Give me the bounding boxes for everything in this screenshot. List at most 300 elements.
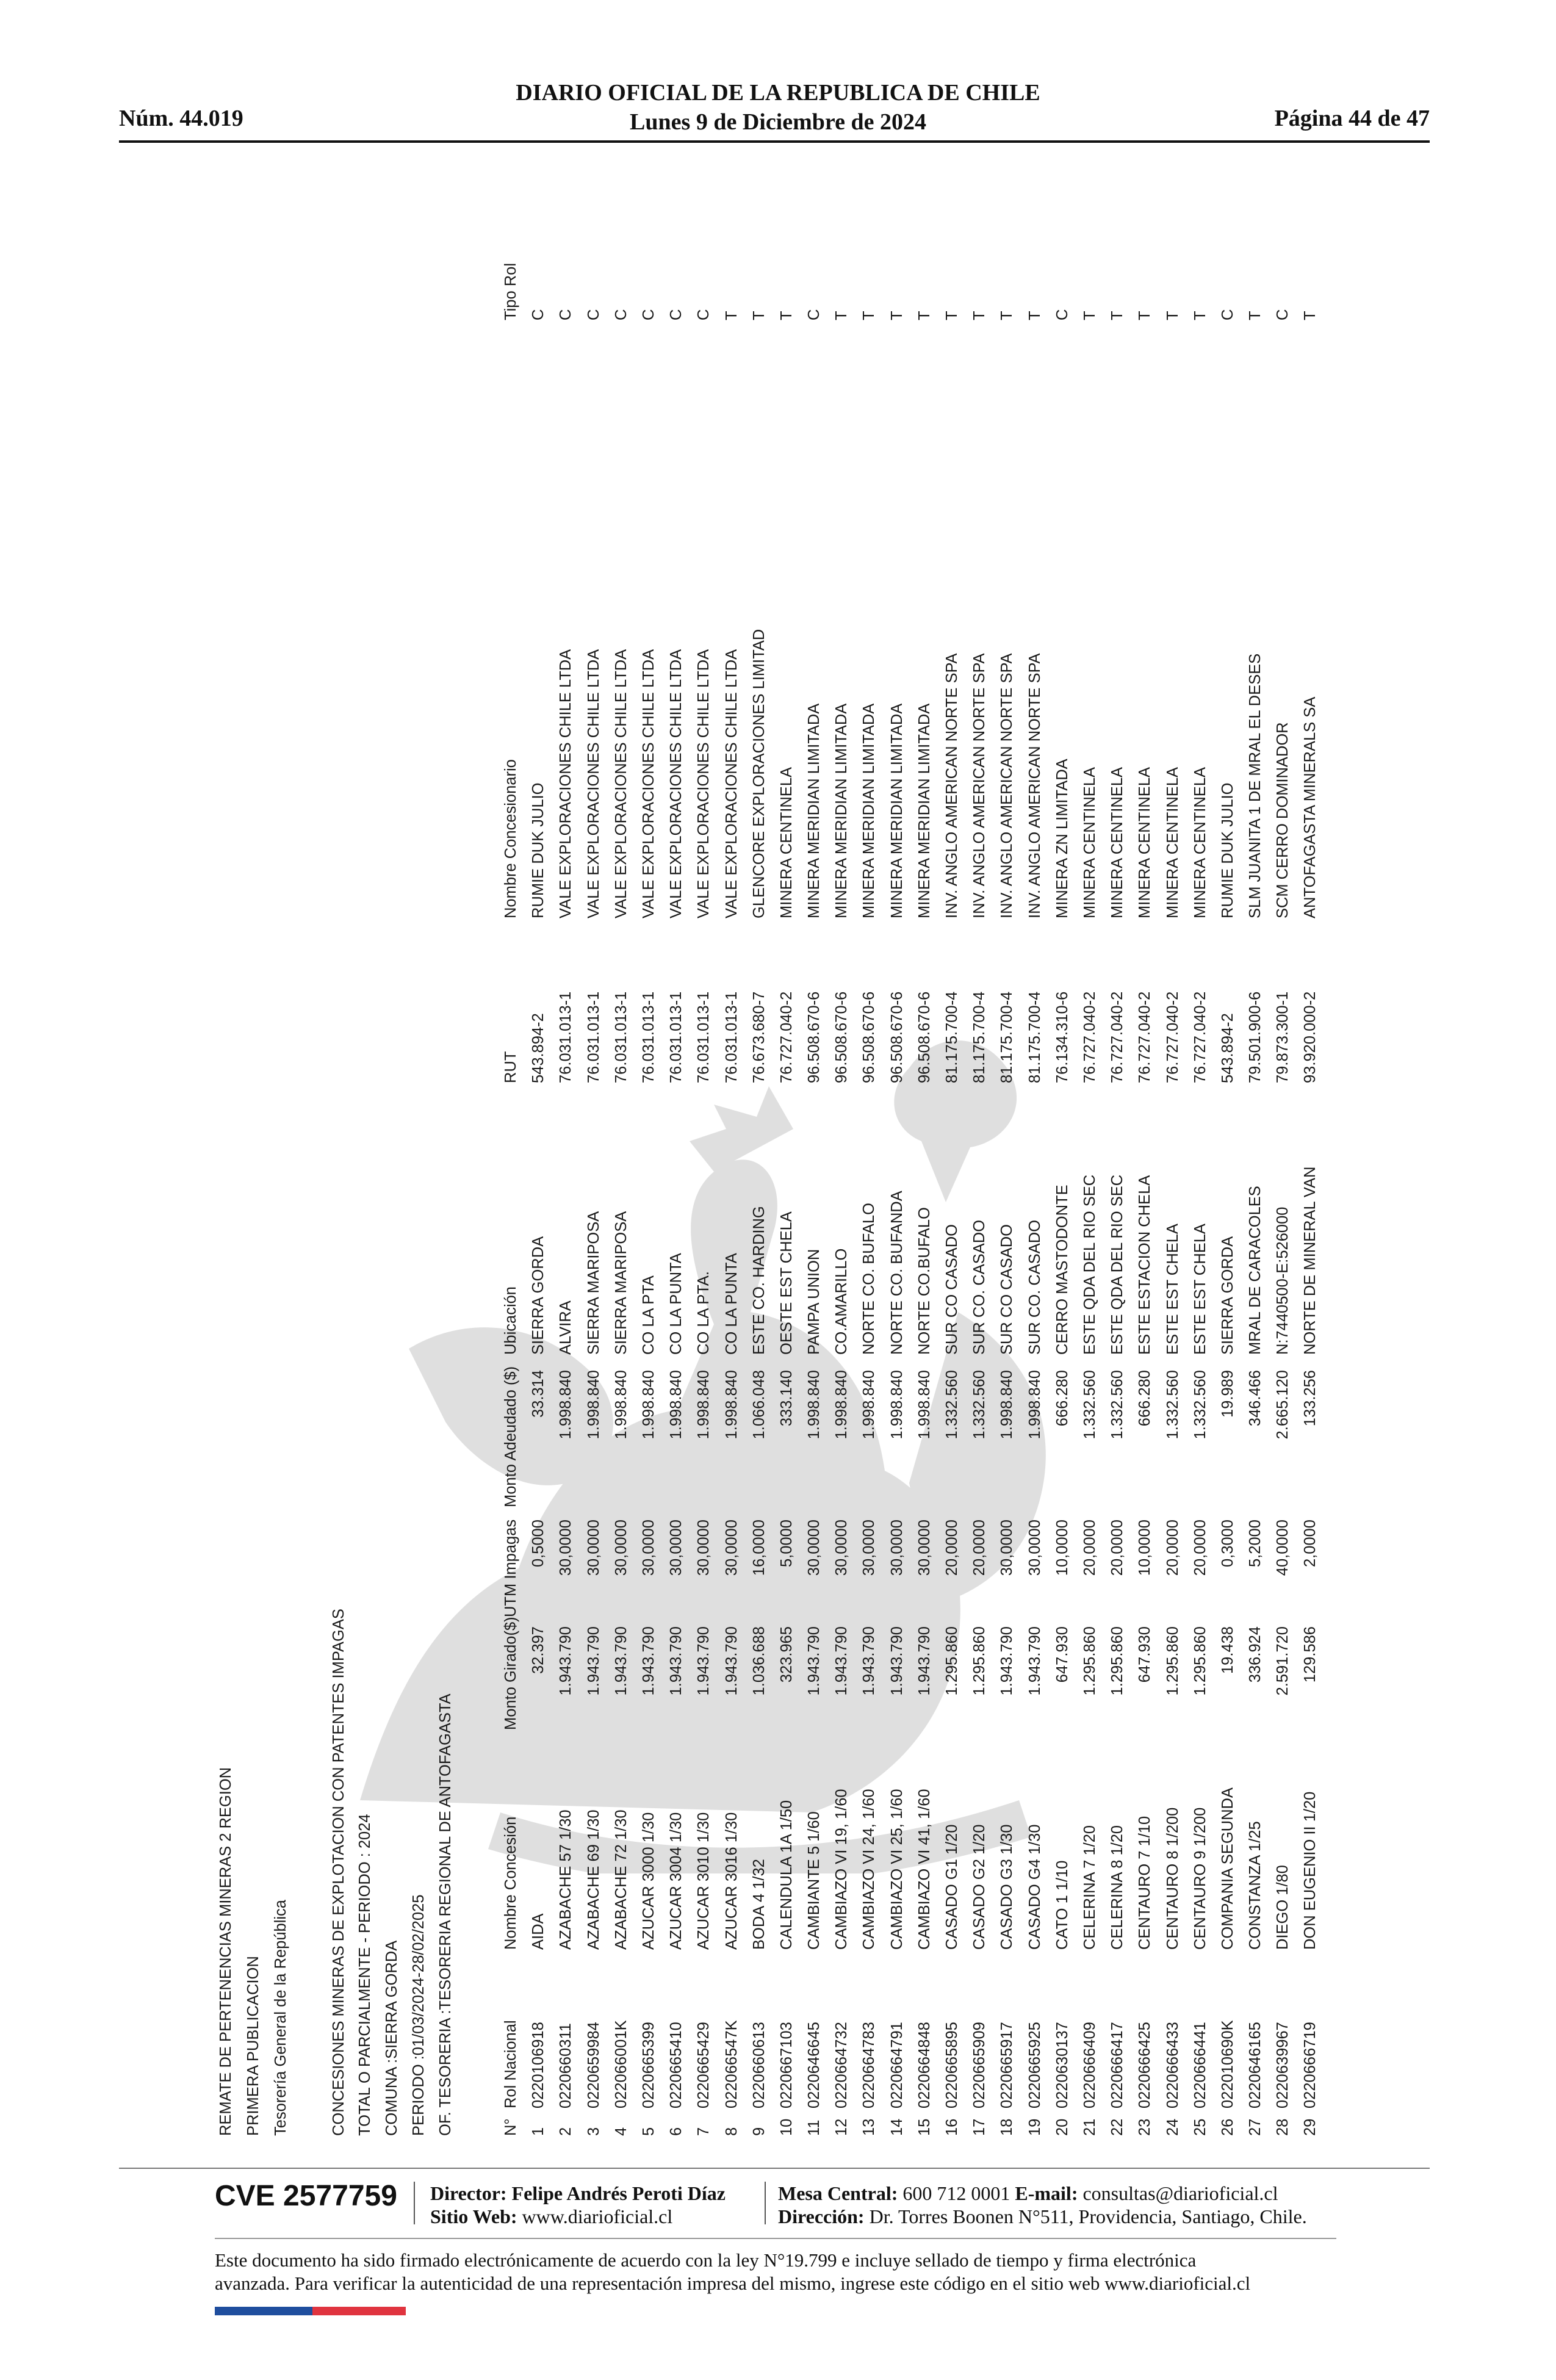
cell-nombre-concesionario: SLM JUANITA 1 DE MRAL EL DESES — [1247, 653, 1264, 918]
document-issuer: Tesorería General de la República — [272, 1900, 289, 2136]
cell-number: 18 — [998, 2118, 1016, 2136]
cell-rut: 96.508.670-6 — [833, 991, 851, 1083]
cve-code: CVE 2577759 — [215, 2180, 397, 2212]
cell-monto-adeudado: 1.998.840 — [833, 1370, 851, 1440]
cell-tipo-rol: T — [722, 311, 740, 320]
cell-number: 26 — [1219, 2118, 1236, 2136]
section-title: CONCESIONES MINERAS DE EXPLOTACION CON PATENTES IMPAGAS — [330, 1609, 347, 2136]
cell-number: 24 — [1164, 2118, 1181, 2136]
cell-ubicacion: CERRO MASTODONTE — [1053, 1185, 1071, 1355]
cell-tipo-rol: C — [1274, 309, 1292, 320]
cell-monto-adeudado: 2.665.120 — [1274, 1370, 1292, 1440]
cell-utm-impagas: 30,0000 — [612, 1520, 630, 1576]
cell-utm-impagas: 20,0000 — [1191, 1520, 1209, 1576]
table-row — [1269, 207, 1297, 2136]
cell-nombre-concesionario: ANTOFAGASTA MINERALS SA — [1302, 696, 1319, 918]
cell-ubicacion: SIERRA MARIPOSA — [585, 1211, 602, 1355]
table-row — [1104, 207, 1131, 2136]
cell-rol-nacional: 022066001K — [612, 2020, 630, 2108]
cell-number: 19 — [1026, 2118, 1043, 2136]
cell-number: 8 — [722, 2127, 740, 2136]
cell-ubicacion: NORTE CO. BUFALO — [860, 1203, 878, 1355]
cell-ubicacion: ESTE EST CHELA — [1191, 1224, 1209, 1355]
cell-rut: 81.175.700-4 — [971, 991, 989, 1083]
footer-contact-block — [778, 2182, 1307, 2228]
cell-tipo-rol: C — [668, 309, 685, 320]
cell-monto-girado: 1.295.860 — [1081, 1626, 1098, 1696]
cell-monto-girado: 1.943.790 — [915, 1626, 933, 1696]
cell-number: 10 — [777, 2118, 795, 2136]
cell-rol-nacional: 0220646165 — [1247, 2022, 1264, 2108]
cell-monto-girado: 1.943.790 — [860, 1626, 878, 1696]
cell-rut: 76.031.013-1 — [722, 991, 740, 1083]
header-monto-girado: Monto Girado($) — [502, 1617, 519, 1730]
publication-date: Lunes 9 de Diciembre de 2024 — [630, 109, 926, 135]
cell-utm-impagas: 16,0000 — [750, 1520, 768, 1576]
cell-monto-girado: 2.591.720 — [1274, 1626, 1292, 1696]
cell-nombre-concesion: CASADO G2 1/20 — [971, 1824, 989, 1950]
header-nombre-concesionario: Nombre Concesionario — [502, 759, 519, 918]
cell-ubicacion: N:7440500-E:526000 — [1274, 1206, 1292, 1355]
cell-utm-impagas: 30,0000 — [722, 1520, 740, 1576]
cell-utm-impagas: 0,3000 — [1219, 1520, 1236, 1567]
table-row — [884, 207, 911, 2136]
cell-rol-nacional: 0220660311 — [557, 2023, 575, 2108]
cell-monto-girado: 19.438 — [1219, 1626, 1236, 1674]
cell-rol-nacional: 0220665429 — [695, 2022, 713, 2108]
cell-monto-girado: 1.295.860 — [971, 1626, 989, 1696]
cell-nombre-concesion: AZABACHE 72 1/30 — [612, 1809, 630, 1950]
rotated-table-block — [217, 207, 1376, 2136]
cell-nombre-concesionario: MINERA CENTINELA — [1136, 767, 1154, 918]
cell-rol-nacional: 0220646645 — [805, 2022, 823, 2108]
cell-utm-impagas: 30,0000 — [585, 1520, 602, 1576]
cell-monto-adeudado: 333.140 — [777, 1370, 795, 1427]
cell-number: 27 — [1247, 2118, 1264, 2136]
cell-nombre-concesion: DIEGO 1/80 — [1274, 1865, 1292, 1950]
table-row — [938, 207, 966, 2136]
cell-monto-girado: 336.924 — [1247, 1626, 1264, 1683]
cell-tipo-rol: T — [888, 311, 906, 320]
period-total: TOTAL O PARCIALMENTE - PERIODO : 2024 — [356, 1814, 373, 2136]
cell-monto-adeudado: 666.280 — [1053, 1370, 1071, 1427]
publication-title: DIARIO OFICIAL DE LA REPUBLICA DE CHILE — [516, 80, 1040, 106]
cell-tipo-rol: C — [530, 309, 547, 320]
cell-nombre-concesion: CASADO G1 1/20 — [943, 1824, 960, 1950]
cell-number: 25 — [1191, 2118, 1209, 2136]
cell-nombre-concesionario: VALE EXPLORACIONES CHILE LTDA — [585, 649, 602, 918]
cell-monto-girado: 1.943.790 — [833, 1626, 851, 1696]
commune: COMUNA :SIERRA GORDA — [383, 1940, 400, 2136]
cell-monto-girado: 1.943.790 — [668, 1626, 685, 1696]
cell-ubicacion: SIERRA MARIPOSA — [612, 1211, 630, 1355]
header-ubicacion: Ubicación — [502, 1286, 519, 1355]
cell-nombre-concesion: CONSTANZA 1/25 — [1247, 1821, 1264, 1950]
table-row — [855, 207, 883, 2136]
header-nombre-concesion: Nombre Concesión — [502, 1816, 519, 1950]
cell-ubicacion: MRAL DE CARACOLES — [1247, 1186, 1264, 1355]
cell-rol-nacional: 0220665895 — [943, 2022, 960, 2108]
cell-utm-impagas: 30,0000 — [915, 1520, 933, 1576]
cell-utm-impagas: 20,0000 — [971, 1520, 989, 1576]
cell-utm-impagas: 30,0000 — [888, 1520, 906, 1576]
cell-rol-nacional: 0220664783 — [860, 2022, 878, 2108]
cell-rut: 543.894-2 — [1219, 1013, 1236, 1083]
cell-monto-girado: 1.943.790 — [888, 1626, 906, 1696]
cell-tipo-rol: C — [585, 309, 602, 320]
cell-utm-impagas: 30,0000 — [668, 1520, 685, 1576]
cell-rut: 76.031.013-1 — [557, 991, 575, 1083]
cell-rut: 96.508.670-6 — [860, 991, 878, 1083]
header-tipo-rol: Tipo Rol — [502, 262, 519, 320]
cell-ubicacion: NORTE CO.BUFALO — [915, 1207, 933, 1355]
cell-tipo-rol: T — [1302, 311, 1319, 320]
cell-tipo-rol: T — [971, 311, 989, 320]
cell-ubicacion: ESTE ESTACION CHELA — [1136, 1175, 1154, 1355]
cell-nombre-concesionario: INV. ANGLO AMERICAN NORTE SPA — [971, 653, 989, 918]
cell-utm-impagas: 30,0000 — [860, 1520, 878, 1576]
header-number: N° — [502, 2118, 519, 2136]
cell-rut: 76.134.310-6 — [1053, 991, 1071, 1083]
table-row — [1076, 207, 1104, 2136]
table-row — [1297, 207, 1324, 2136]
cell-rut: 76.727.040-2 — [1081, 991, 1098, 1083]
cell-monto-adeudado: 1.998.840 — [695, 1370, 713, 1440]
cell-rut: 76.031.013-1 — [585, 991, 602, 1083]
cell-monto-adeudado: 19.989 — [1219, 1370, 1236, 1418]
footer-separator — [765, 2182, 766, 2224]
cell-monto-girado: 1.036.688 — [750, 1626, 768, 1696]
cell-monto-adeudado: 1.332.560 — [1191, 1370, 1209, 1440]
cell-ubicacion: CO LA PTA — [639, 1275, 657, 1355]
table-row — [663, 207, 690, 2136]
cell-tipo-rol: T — [833, 311, 851, 320]
cell-nombre-concesionario: VALE EXPLORACIONES CHILE LTDA — [612, 649, 630, 918]
cell-utm-impagas: 2,0000 — [1302, 1520, 1319, 1567]
cell-utm-impagas: 10,0000 — [1053, 1520, 1071, 1576]
cell-monto-adeudado: 1.332.560 — [943, 1370, 960, 1440]
cell-nombre-concesion: CELERINA 7 1/20 — [1081, 1825, 1098, 1950]
cell-rut: 76.031.013-1 — [695, 991, 713, 1083]
cell-tipo-rol: T — [860, 311, 878, 320]
cell-tipo-rol: C — [695, 309, 713, 320]
header-divider — [119, 140, 1430, 143]
footer-separator — [414, 2182, 415, 2224]
cell-monto-adeudado: 1.998.840 — [915, 1370, 933, 1440]
issue-number: Núm. 44.019 — [119, 106, 243, 131]
table-row — [1131, 207, 1159, 2136]
director-name: Felipe Andrés Peroti Díaz — [511, 2182, 726, 2204]
cell-number: 2 — [557, 2127, 575, 2136]
cell-nombre-concesion: CAMBIAZO VI 25, 1/60 — [888, 1789, 906, 1950]
flag-stripe-blue — [215, 2307, 312, 2315]
footer-director-block — [430, 2182, 726, 2228]
cell-rut: 96.508.670-6 — [888, 991, 906, 1083]
header-rut: RUT — [502, 1051, 519, 1083]
cell-tipo-rol: T — [943, 311, 960, 320]
cell-number: 23 — [1136, 2118, 1154, 2136]
table-row — [993, 207, 1021, 2136]
cell-rut: 81.175.700-4 — [1026, 991, 1043, 1083]
phone-label: Mesa Central: — [778, 2182, 898, 2204]
cell-rut: 543.894-2 — [530, 1013, 547, 1083]
cell-ubicacion: SUR CO CASADO — [998, 1224, 1016, 1355]
cell-monto-adeudado: 1.998.840 — [860, 1370, 878, 1440]
cell-number: 3 — [585, 2127, 602, 2136]
cell-rut: 76.031.013-1 — [639, 991, 657, 1083]
cell-ubicacion: ESTE QDA DEL RIO SEC — [1081, 1174, 1098, 1355]
cell-ubicacion: SUR CO CASADO — [943, 1224, 960, 1355]
cell-utm-impagas: 30,0000 — [833, 1520, 851, 1576]
cell-monto-adeudado: 1.998.840 — [639, 1370, 657, 1440]
phone-value: 600 712 0001 — [902, 2182, 1010, 2204]
cell-nombre-concesion: CENTAURO 8 1/200 — [1164, 1807, 1181, 1950]
cell-nombre-concesionario: VALE EXPLORACIONES CHILE LTDA — [557, 649, 575, 918]
cell-number: 9 — [750, 2127, 768, 2136]
table-row — [635, 207, 663, 2136]
cell-monto-girado: 1.943.790 — [805, 1626, 823, 1696]
cell-nombre-concesion: AZABACHE 57 1/30 — [557, 1809, 575, 1950]
cell-number: 14 — [888, 2118, 906, 2136]
document-subtitle: PRIMERA PUBLICACION — [245, 1956, 262, 2136]
cell-number: 21 — [1081, 2118, 1098, 2136]
cell-nombre-concesion: CAMBIAZO VI 41, 1/60 — [915, 1789, 933, 1950]
cell-tipo-rol: C — [639, 309, 657, 320]
cell-monto-girado: 647.930 — [1053, 1626, 1071, 1683]
cell-utm-impagas: 20,0000 — [1081, 1520, 1098, 1576]
cell-nombre-concesion: COMPANIA SEGUNDA — [1219, 1787, 1236, 1950]
cell-monto-adeudado: 1.998.840 — [557, 1370, 575, 1440]
cell-monto-girado: 1.295.860 — [1164, 1626, 1181, 1696]
table-row — [525, 207, 552, 2136]
cell-rut: 96.508.670-6 — [805, 991, 823, 1083]
director-label: Director: — [430, 2182, 507, 2204]
cell-monto-girado: 1.943.790 — [585, 1626, 602, 1696]
cell-nombre-concesionario: RUMIE DUK JULIO — [530, 782, 547, 918]
cell-rol-nacional: 0220665925 — [1026, 2022, 1043, 2108]
cell-ubicacion: ESTE CO. HARDING — [750, 1206, 768, 1355]
table-row — [801, 207, 828, 2136]
cell-rol-nacional: 0220664791 — [888, 2022, 906, 2108]
cell-rut: 93.920.000-2 — [1302, 991, 1319, 1083]
cell-ubicacion: PAMPA UNION — [805, 1249, 823, 1355]
cell-monto-adeudado: 1.332.560 — [1109, 1370, 1126, 1440]
cell-monto-adeudado: 1.998.840 — [722, 1370, 740, 1440]
cell-nombre-concesionario: VALE EXPLORACIONES CHILE LTDA — [668, 649, 685, 918]
cell-rol-nacional: 0220665399 — [639, 2022, 657, 2108]
cell-nombre-concesionario: MINERA MERIDIAN LIMITADA — [860, 703, 878, 918]
footer-divider — [119, 2168, 1430, 2169]
cell-rol-nacional: 0220664732 — [833, 2022, 851, 2108]
cell-ubicacion: CO LA PUNTA — [722, 1253, 740, 1355]
period: PERIODO :01/03/2024-28/02/2025 — [410, 1894, 427, 2136]
cell-monto-adeudado: 1.332.560 — [1081, 1370, 1098, 1440]
cell-number: 7 — [695, 2127, 713, 2136]
cell-monto-girado: 1.943.790 — [557, 1626, 575, 1696]
cell-number: 20 — [1053, 2118, 1071, 2136]
cell-monto-girado: 1.943.790 — [1026, 1626, 1043, 1696]
table-header-row — [497, 207, 525, 2136]
cell-ubicacion: NORTE DE MINERAL VAN — [1302, 1166, 1319, 1355]
cell-monto-girado: 1.943.790 — [639, 1626, 657, 1696]
cell-tipo-rol: T — [777, 311, 795, 320]
document-title: REMATE DE PERTENENCIAS MINERAS 2 REGION — [217, 1767, 234, 2136]
table-row — [746, 207, 773, 2136]
cell-nombre-concesionario: SCM CERRO DOMINADOR — [1274, 722, 1292, 918]
cell-rut: 81.175.700-4 — [943, 991, 960, 1083]
treasury-office: OF. TESORERIA :TESORERIA REGIONAL DE ANTOFAGASTA — [437, 1693, 454, 2136]
email-label: E-mail: — [1015, 2182, 1078, 2204]
cell-nombre-concesion: BODA 4 1/32 — [750, 1859, 768, 1950]
cell-tipo-rol: T — [750, 311, 768, 320]
table-row — [911, 207, 938, 2136]
cell-rol-nacional: 0220639967 — [1274, 2022, 1292, 2108]
cell-rut: 76.727.040-2 — [1136, 991, 1154, 1083]
cell-ubicacion: SIERRA GORDA — [1219, 1236, 1236, 1355]
cell-nombre-concesion: CATO 1 1/10 — [1053, 1860, 1071, 1950]
cell-tipo-rol: C — [1219, 309, 1236, 320]
cell-number: 28 — [1274, 2118, 1292, 2136]
cell-number: 17 — [971, 2118, 989, 2136]
cell-rut: 76.727.040-2 — [1164, 991, 1181, 1083]
header-utm-impagas: UTM Impagas — [502, 1519, 519, 1617]
cell-monto-adeudado: 1.998.840 — [805, 1370, 823, 1440]
cell-rol-nacional: 0220665410 — [668, 2022, 685, 2108]
cell-monto-adeudado: 1.332.560 — [1164, 1370, 1181, 1440]
cell-nombre-concesion: CAMBIAZO VI 24, 1/60 — [860, 1789, 878, 1950]
cell-number: 12 — [833, 2118, 851, 2136]
cell-ubicacion: CO.AMARILLO — [833, 1248, 851, 1355]
cell-rol-nacional: 022066547K — [722, 2020, 740, 2108]
cell-tipo-rol: C — [557, 309, 575, 320]
cell-monto-girado: 1.943.790 — [998, 1626, 1016, 1696]
cell-rut: 81.175.700-4 — [998, 991, 1016, 1083]
cell-rut: 76.031.013-1 — [668, 991, 685, 1083]
cell-utm-impagas: 40,0000 — [1274, 1520, 1292, 1576]
cell-nombre-concesion: CASADO G3 1/30 — [998, 1824, 1016, 1950]
cell-rol-nacional: 0220666409 — [1081, 2022, 1098, 2108]
cell-monto-adeudado: 1.998.840 — [888, 1370, 906, 1440]
cell-rol-nacional: 0220630137 — [1053, 2022, 1071, 2108]
cell-rol-nacional: 0220659984 — [585, 2022, 602, 2108]
cell-utm-impagas: 30,0000 — [639, 1520, 657, 1576]
cell-monto-girado: 323.965 — [777, 1626, 795, 1683]
cell-number: 16 — [943, 2118, 960, 2136]
cell-monto-girado: 647.930 — [1136, 1626, 1154, 1683]
cell-monto-girado: 1.943.790 — [722, 1626, 740, 1696]
cell-utm-impagas: 30,0000 — [695, 1520, 713, 1576]
cell-monto-adeudado: 133.256 — [1302, 1370, 1319, 1427]
cell-monto-adeudado: 1.332.560 — [971, 1370, 989, 1440]
cell-nombre-concesion: AIDA — [530, 1913, 547, 1950]
cell-nombre-concesion: CENTAURO 9 1/200 — [1191, 1807, 1209, 1950]
email-link[interactable]: consultas@diarioficial.cl — [1082, 2182, 1278, 2204]
cell-monto-adeudado: 1.998.840 — [998, 1370, 1016, 1440]
cell-utm-impagas: 30,0000 — [557, 1520, 575, 1576]
table-row — [1049, 207, 1076, 2136]
cell-utm-impagas: 30,0000 — [1026, 1520, 1043, 1576]
header-monto-adeudado: Monto Adeudado ($) — [502, 1366, 519, 1507]
cell-tipo-rol: T — [1191, 311, 1209, 320]
table-row — [1021, 207, 1049, 2136]
cell-rut: 76.031.013-1 — [612, 991, 630, 1083]
cell-nombre-concesionario: MINERA MERIDIAN LIMITADA — [833, 703, 851, 918]
cell-monto-adeudado: 666.280 — [1136, 1370, 1154, 1427]
cell-monto-girado: 1.295.860 — [1191, 1626, 1209, 1696]
legal-line: Este documento ha sido firmado electrónicamente de acuerdo con la ley N°19.799 e incluye sellado de tiempo y firma electrónica — [215, 2249, 1197, 2271]
table-row — [552, 207, 580, 2136]
cell-nombre-concesion: AZUCAR 3004 1/30 — [668, 1812, 685, 1950]
cell-nombre-concesionario: MINERA ZN LIMITADA — [1053, 759, 1071, 918]
cell-monto-adeudado: 1.998.840 — [1026, 1370, 1043, 1440]
table-row — [718, 207, 746, 2136]
cell-rol-nacional: 0220667103 — [777, 2022, 795, 2108]
cell-nombre-concesionario: MINERA CENTINELA — [1191, 767, 1209, 918]
cell-nombre-concesionario: MINERA MERIDIAN LIMITADA — [805, 703, 823, 918]
cell-nombre-concesionario: MINERA CENTINELA — [1109, 767, 1126, 918]
cell-ubicacion: CO LA PTA. — [695, 1271, 713, 1355]
cell-number: 29 — [1302, 2118, 1319, 2136]
legal-notice — [215, 2249, 1374, 2295]
table-row — [580, 207, 608, 2136]
legal-line: avanzada. Para verificar la autenticidad de una representación impresa del mismo, ingrese este código en el sitio web www.diarioficial.cl — [215, 2273, 1251, 2294]
patents-table — [497, 207, 1325, 2136]
table-row — [1159, 207, 1187, 2136]
cell-number: 4 — [612, 2127, 630, 2136]
cell-nombre-concesionario: VALE EXPLORACIONES CHILE LTDA — [722, 649, 740, 918]
cell-number: 5 — [639, 2127, 657, 2136]
cell-nombre-concesionario: MINERA CENTINELA — [1164, 767, 1181, 918]
cell-nombre-concesionario: INV. ANGLO AMERICAN NORTE SPA — [943, 653, 960, 918]
cell-nombre-concesionario: MINERA CENTINELA — [1081, 767, 1098, 918]
header-rol-nacional: Rol Nacional — [502, 2020, 519, 2108]
table-row — [1214, 207, 1242, 2136]
cell-number: 11 — [805, 2119, 823, 2136]
cell-utm-impagas: 20,0000 — [943, 1520, 960, 1576]
cell-rut: 76.727.040-2 — [1191, 991, 1209, 1083]
cell-number: 15 — [915, 2118, 933, 2136]
cell-monto-adeudado: 346.466 — [1247, 1370, 1264, 1427]
cell-nombre-concesion: AZUCAR 3016 1/30 — [722, 1812, 740, 1950]
cell-nombre-concesionario: MINERA MERIDIAN LIMITADA — [888, 703, 906, 918]
cell-nombre-concesion: AZABACHE 69 1/30 — [585, 1809, 602, 1950]
cell-tipo-rol: T — [1081, 311, 1098, 320]
cell-monto-girado: 129.586 — [1302, 1626, 1319, 1683]
cell-rut: 76.673.680-7 — [750, 991, 768, 1083]
cell-tipo-rol: C — [1053, 309, 1071, 320]
cell-nombre-concesion: CALENDULA 1A 1/50 — [777, 1800, 795, 1950]
table-row — [828, 207, 855, 2136]
cell-tipo-rol: T — [915, 311, 933, 320]
cell-tipo-rol: T — [1026, 311, 1043, 320]
cell-rut: 79.501.900-6 — [1247, 991, 1264, 1083]
table-body — [525, 207, 1324, 2136]
cell-ubicacion: SUR CO. CASADO — [1026, 1219, 1043, 1355]
cell-utm-impagas: 20,0000 — [1109, 1520, 1126, 1576]
cell-monto-girado: 1.943.790 — [612, 1626, 630, 1696]
cell-ubicacion: CO LA PUNTA — [668, 1253, 685, 1355]
cell-rol-nacional: 0220660613 — [750, 2022, 768, 2108]
address-label: Dirección: — [778, 2205, 865, 2227]
cell-ubicacion: SUR CO. CASADO — [971, 1219, 989, 1355]
cell-monto-adeudado: 1.998.840 — [668, 1370, 685, 1440]
page-number: Página 44 de 47 — [1274, 106, 1430, 131]
footer-divider — [215, 2238, 1336, 2239]
cell-tipo-rol: T — [1109, 311, 1126, 320]
web-link[interactable]: www.diarioficial.cl — [522, 2205, 673, 2227]
cell-monto-girado: 1.943.790 — [695, 1626, 713, 1696]
cell-rol-nacional: 0220665909 — [971, 2022, 989, 2108]
